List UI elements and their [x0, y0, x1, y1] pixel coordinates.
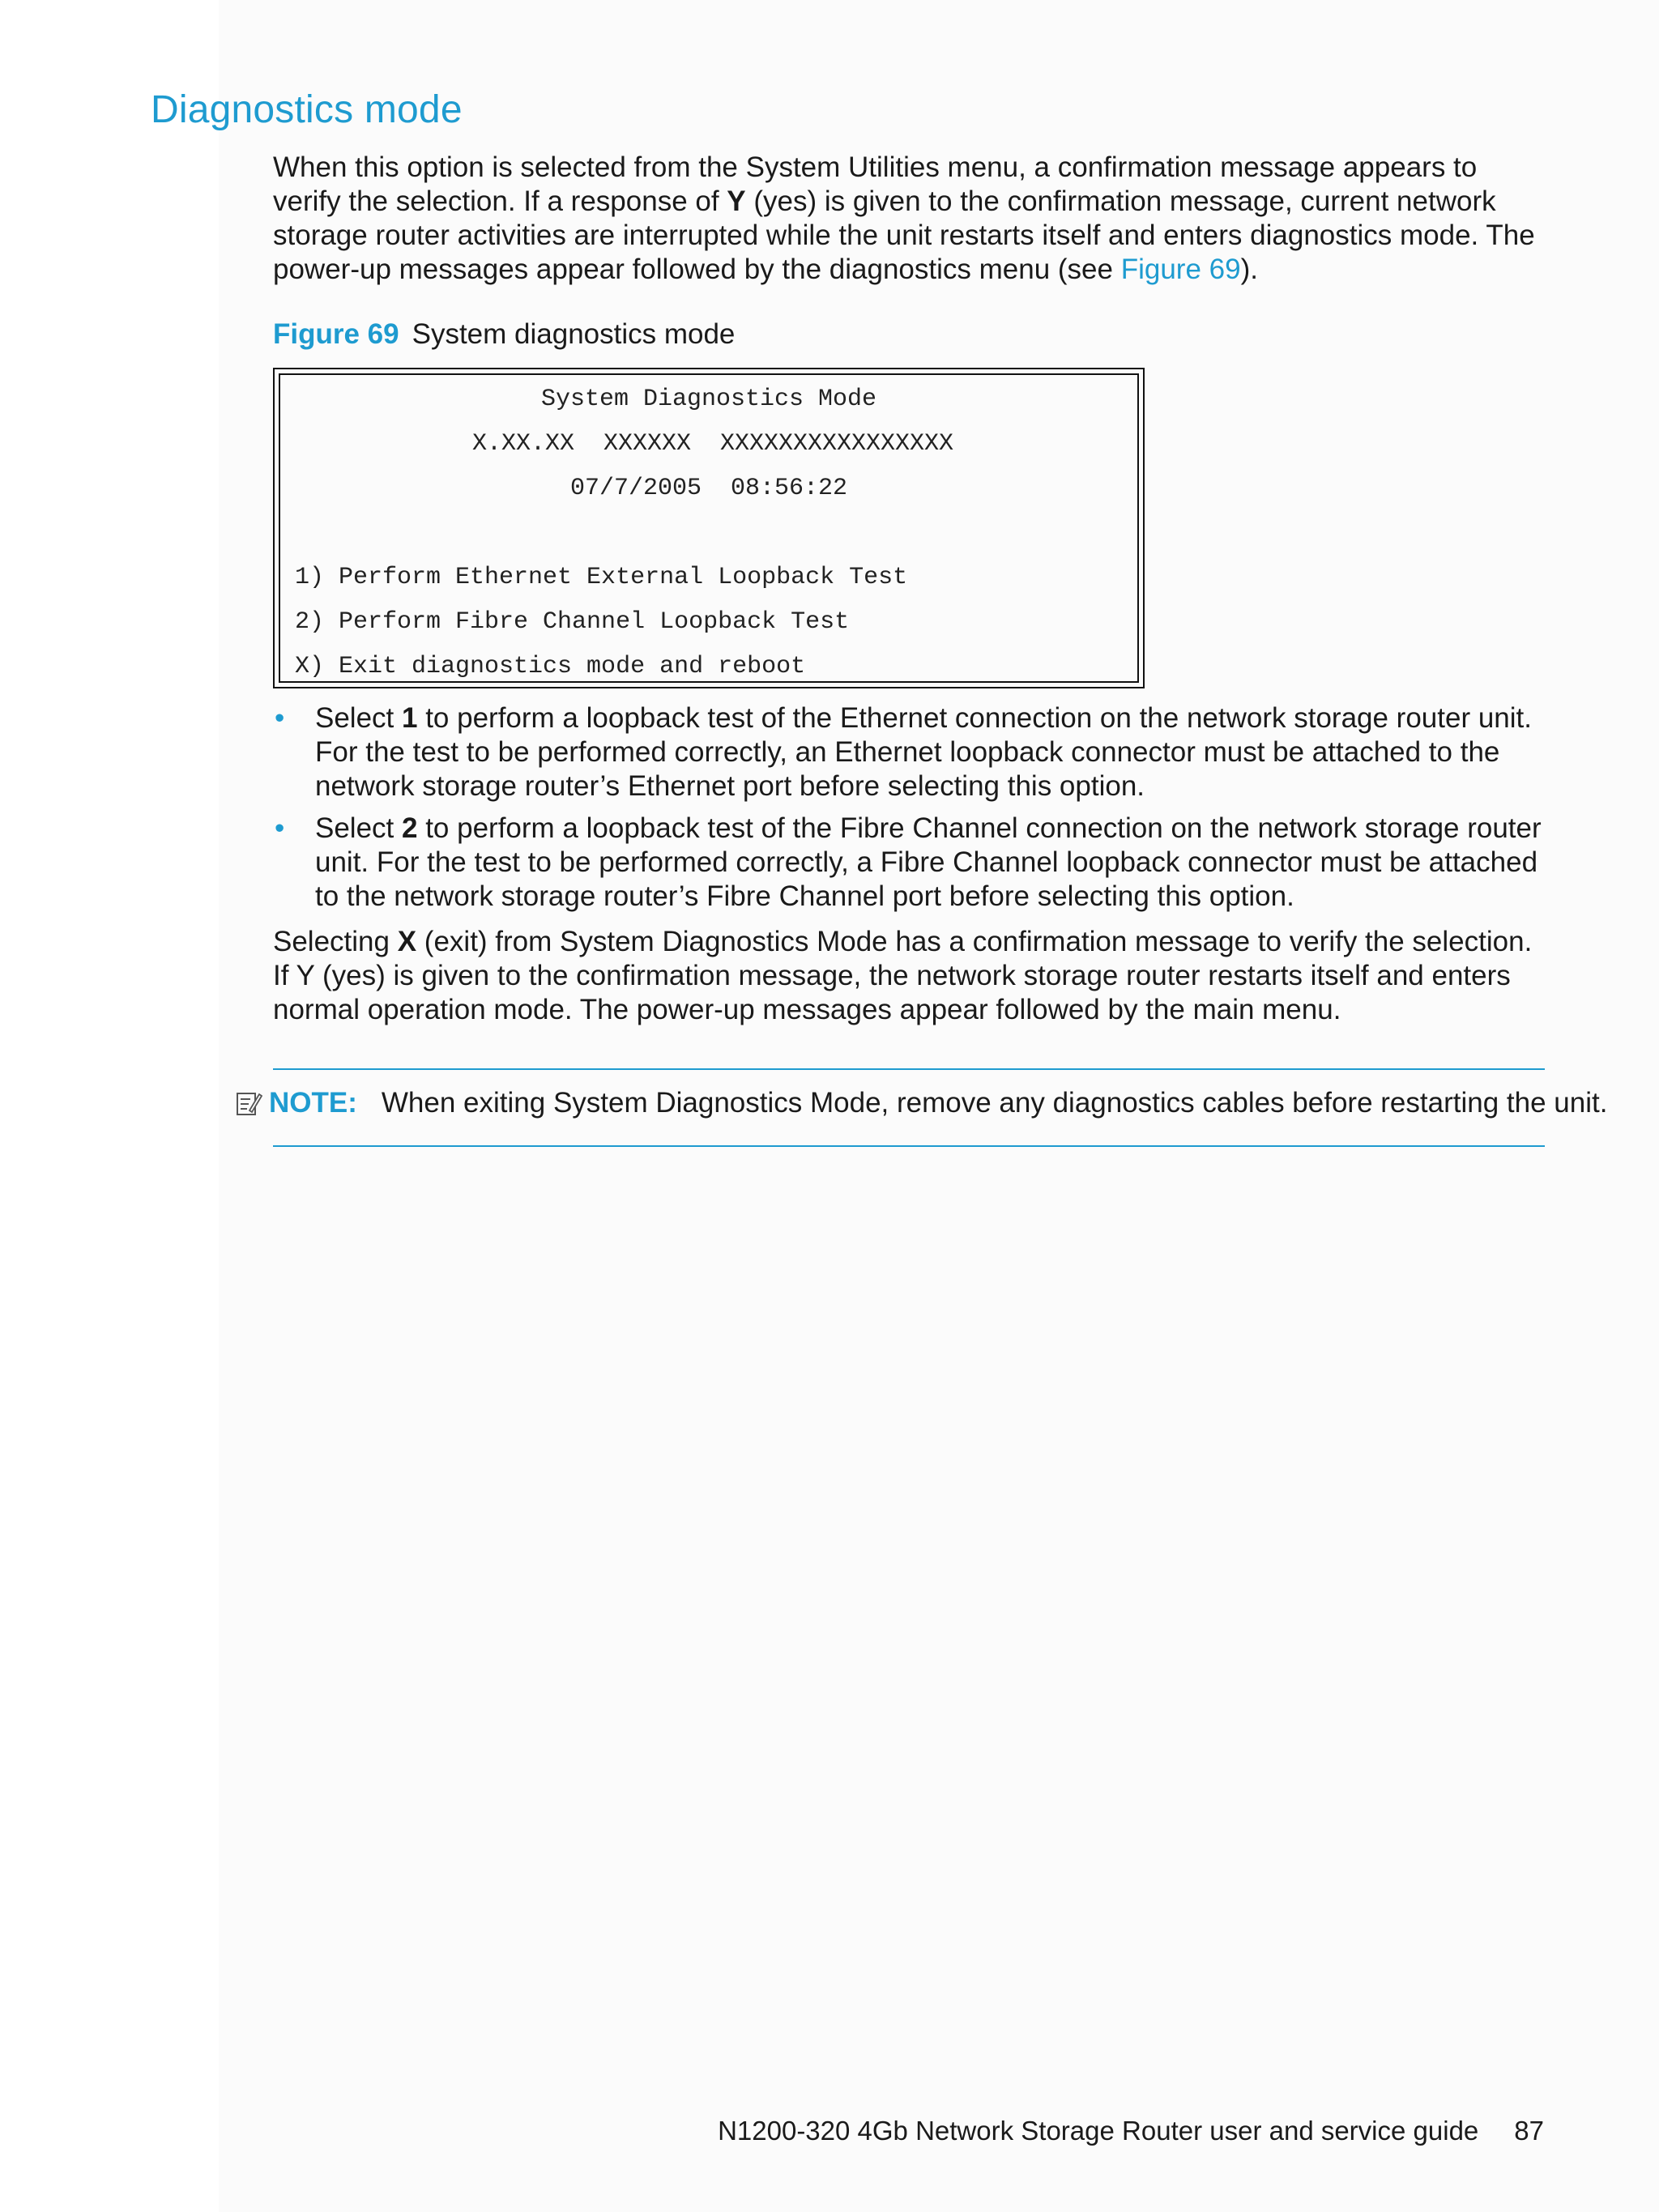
bullet-list: [273, 701, 1549, 922]
console-screen-frame: [273, 368, 1145, 688]
closing-bold-x: X: [397, 926, 417, 957]
figure-69-link[interactable]: Figure 69: [1120, 254, 1241, 285]
intro-text-3: ).: [1240, 254, 1258, 285]
page-footer: [718, 2115, 1544, 2147]
bullet-text-post: to perform a loopback test of the Fibre Channel connection on the network storage router unit. For the test to be performed correctly, a Fibre Channel loopback connector must be attached to the network storage router’s Fibre Channel port before selecting this option.: [315, 812, 1542, 912]
section-title: Diagnostics mode: [151, 88, 463, 131]
figure-label: Figure 69: [273, 318, 399, 350]
note-top-rule: [273, 1068, 1545, 1070]
closing-text-pre: Selecting: [273, 926, 398, 957]
intro-text-1: When this option is selected from the System Utilities menu, a confirmation message appears to verify the selection. If a response of: [273, 151, 1478, 217]
closing-text-post: (exit) from System Diagnostics Mode has a confirmation message to verify the selection. If Y (yes) is given to the confirmation message, the network storage router restarts itself and enters normal operation mode. The power-up messages appear followed by the main menu.: [273, 926, 1533, 1025]
bullet-text-post: to perform a loopback test of the Ethernet connection on the network storage router unit. For the test to be performed correctly, an Ethernet loopback connector must be attached to the network storage router’s Ethernet port before selecting this option.: [315, 702, 1532, 802]
list-item: [273, 812, 1549, 914]
intro-text-2: (yes) is given to the confirmation message, current network storage router activities are interrupted while the unit restarts itself and enters diagnostics mode. The power-up messages appear followed by the diagnostics menu (see: [273, 185, 1535, 285]
note-bottom-rule: [273, 1145, 1545, 1147]
console-datetime: 07/7/2005 08:56:22: [569, 475, 848, 502]
intro-paragraph: [273, 151, 1549, 287]
bullet-bold: 1: [402, 702, 418, 734]
console-title: System Diagnostics Mode: [540, 386, 877, 413]
note-label: NOTE:: [269, 1087, 357, 1119]
note-box: [235, 1086, 1608, 1120]
console-option-2: 2) Perform Fibre Channel Loopback Test: [295, 608, 850, 636]
bullet-text-pre: Select: [315, 812, 402, 844]
console-version-line: X.XX.XX XXXXXX XXXXXXXXXXXXXXXX: [471, 430, 954, 458]
intro-bold-y: Y: [727, 185, 746, 217]
figure-caption-text: System diagnostics mode: [412, 318, 736, 350]
note-text: When exiting System Diagnostics Mode, remove any diagnostics cables before restarting the unit.: [381, 1087, 1608, 1119]
closing-paragraph: [273, 925, 1549, 1027]
console-screen: [279, 373, 1139, 683]
page-number: 87: [1514, 2116, 1544, 2146]
bullet-text-pre: Select: [315, 702, 402, 734]
bullet-icon: •: [275, 702, 285, 734]
bullet-icon: •: [275, 812, 285, 844]
console-option-1: 1) Perform Ethernet External Loopback Test: [295, 564, 908, 591]
bullet-bold: 2: [402, 812, 418, 844]
figure-caption: [273, 318, 735, 352]
note-icon: [235, 1089, 262, 1117]
console-option-x: X) Exit diagnostics mode and reboot: [295, 653, 806, 680]
list-item: [273, 701, 1549, 803]
footer-guide-title: N1200-320 4Gb Network Storage Router user and service guide: [718, 2116, 1479, 2146]
